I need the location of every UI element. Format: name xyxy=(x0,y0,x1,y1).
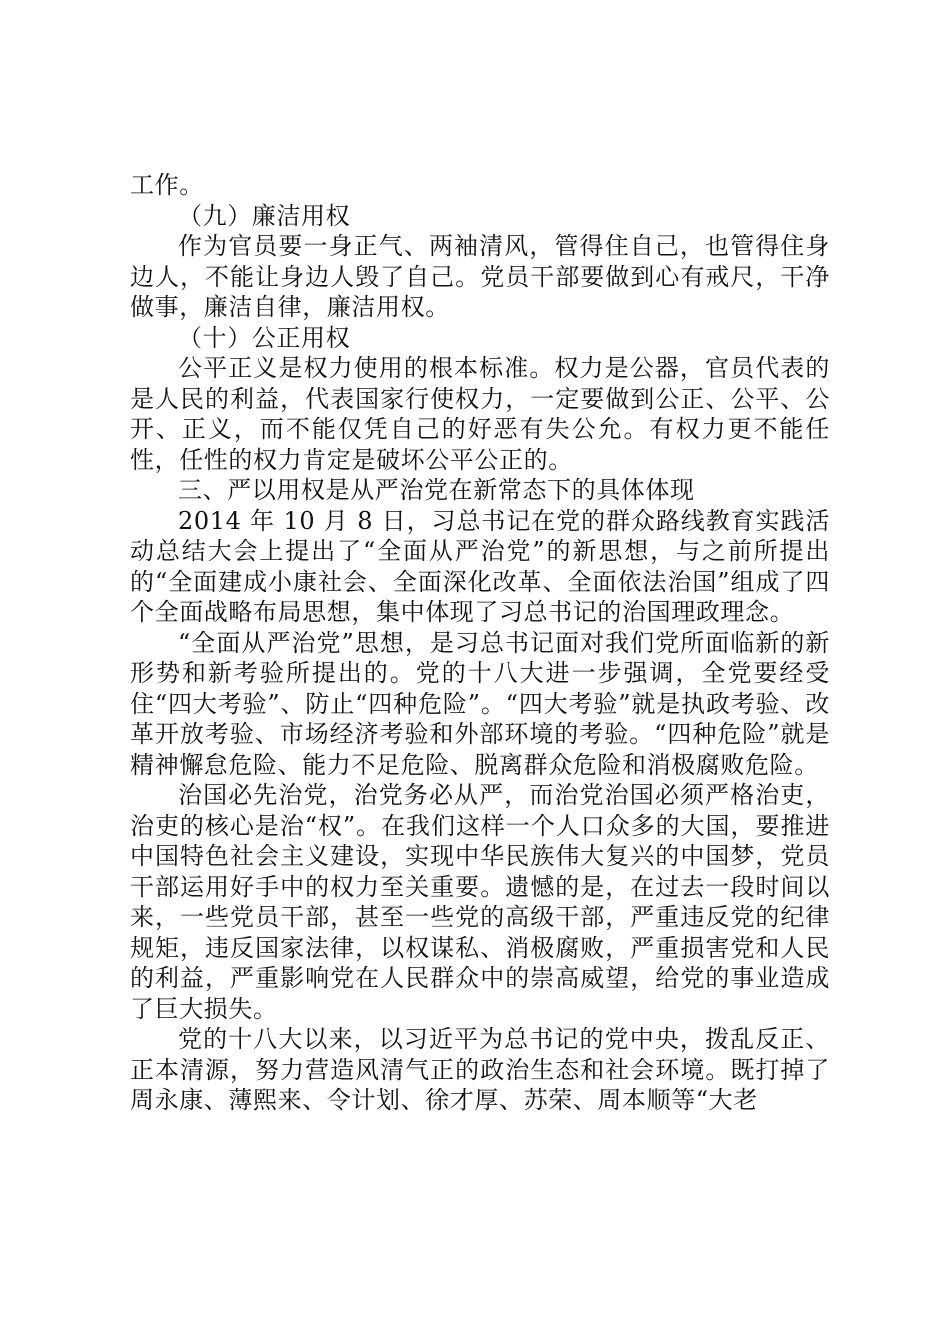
paragraph-fair-power: 公平正义是权力使用的根本标准。权力是公器，官员代表的是人民的利益，代表国家行使权力，一定要做到公正、公平、公开、正义，而不能仅凭自己的好恶有失公允。有权力更不能任性，任性的权力肯定是破坏公平公正的。 xyxy=(130,354,830,474)
section-heading-9: （九）廉洁用权 xyxy=(178,201,351,230)
paragraph-2014: 2014 年 10 月 8 日，习总书记在党的群众路线教育实践活动总结大会上提出了“全面从严治党”的新思想，与之前所提出的“全面建成小康社会、全面深化改革、全面依法治国”组成了四个全面战略布局思想，集中体现了习总书记的治国理政理念。 xyxy=(130,506,830,626)
document-page xyxy=(130,170,830,1116)
paragraph-since-18th: 党的十八大以来，以习近平为总书记的党中央，拨乱反正、正本清源，努力营造风清气正的政治生态和社会环境。既打掉了周永康、薄熙来、令计划、徐才厚、苏荣、周本顺等“大老 xyxy=(130,1025,830,1114)
section-heading-3: 三、严以用权是从严治党在新常态下的具体体现 xyxy=(178,476,695,504)
section-heading-10: （十）公正用权 xyxy=(178,323,351,352)
paragraph-clean-power: 作为官员要一身正气、两袖清风，管得住自己，也管得住身边人，不能让身边人毁了自己。党员干部要做到心有戒尺，干净做事，廉洁自律，廉洁用权。 xyxy=(130,232,830,321)
paragraph-govern-party: 治国必先治党，治党务必从严，而治党治国必须严格治吏，治吏的核心是治“权”。在我们这样一个人口众多的大国，要推进中国特色社会主义建设，实现中华民族伟大复兴的中国梦，党员干部运用好手中的权力至关重要。遗憾的是，在过去一段时间以来，一些党员干部，甚至一些党的高级干部，严重违反党的纪律规矩，违反国家法律，以权谋私、消极腐败，严重损害党和人民的利益，严重影响党在人民群众中的崇高威望，给党的事业造成了巨大损失。 xyxy=(130,781,830,1023)
paragraph-strict-governance: “全面从严治党”思想，是习总书记面对我们党所面临新的新形势和新考验所提出的。党的十八大进一步强调，全党要经受住“四大考验”、防止“四种危险”。“四大考验”就是执政考验、改革开放考验、市场经济考验和外部环境的考验。“四种危险”就是精神懈怠危险、能力不足危险、脱离群众危险和消极腐败危险。 xyxy=(130,628,830,779)
paragraph-continued: 工作。 xyxy=(130,171,204,199)
